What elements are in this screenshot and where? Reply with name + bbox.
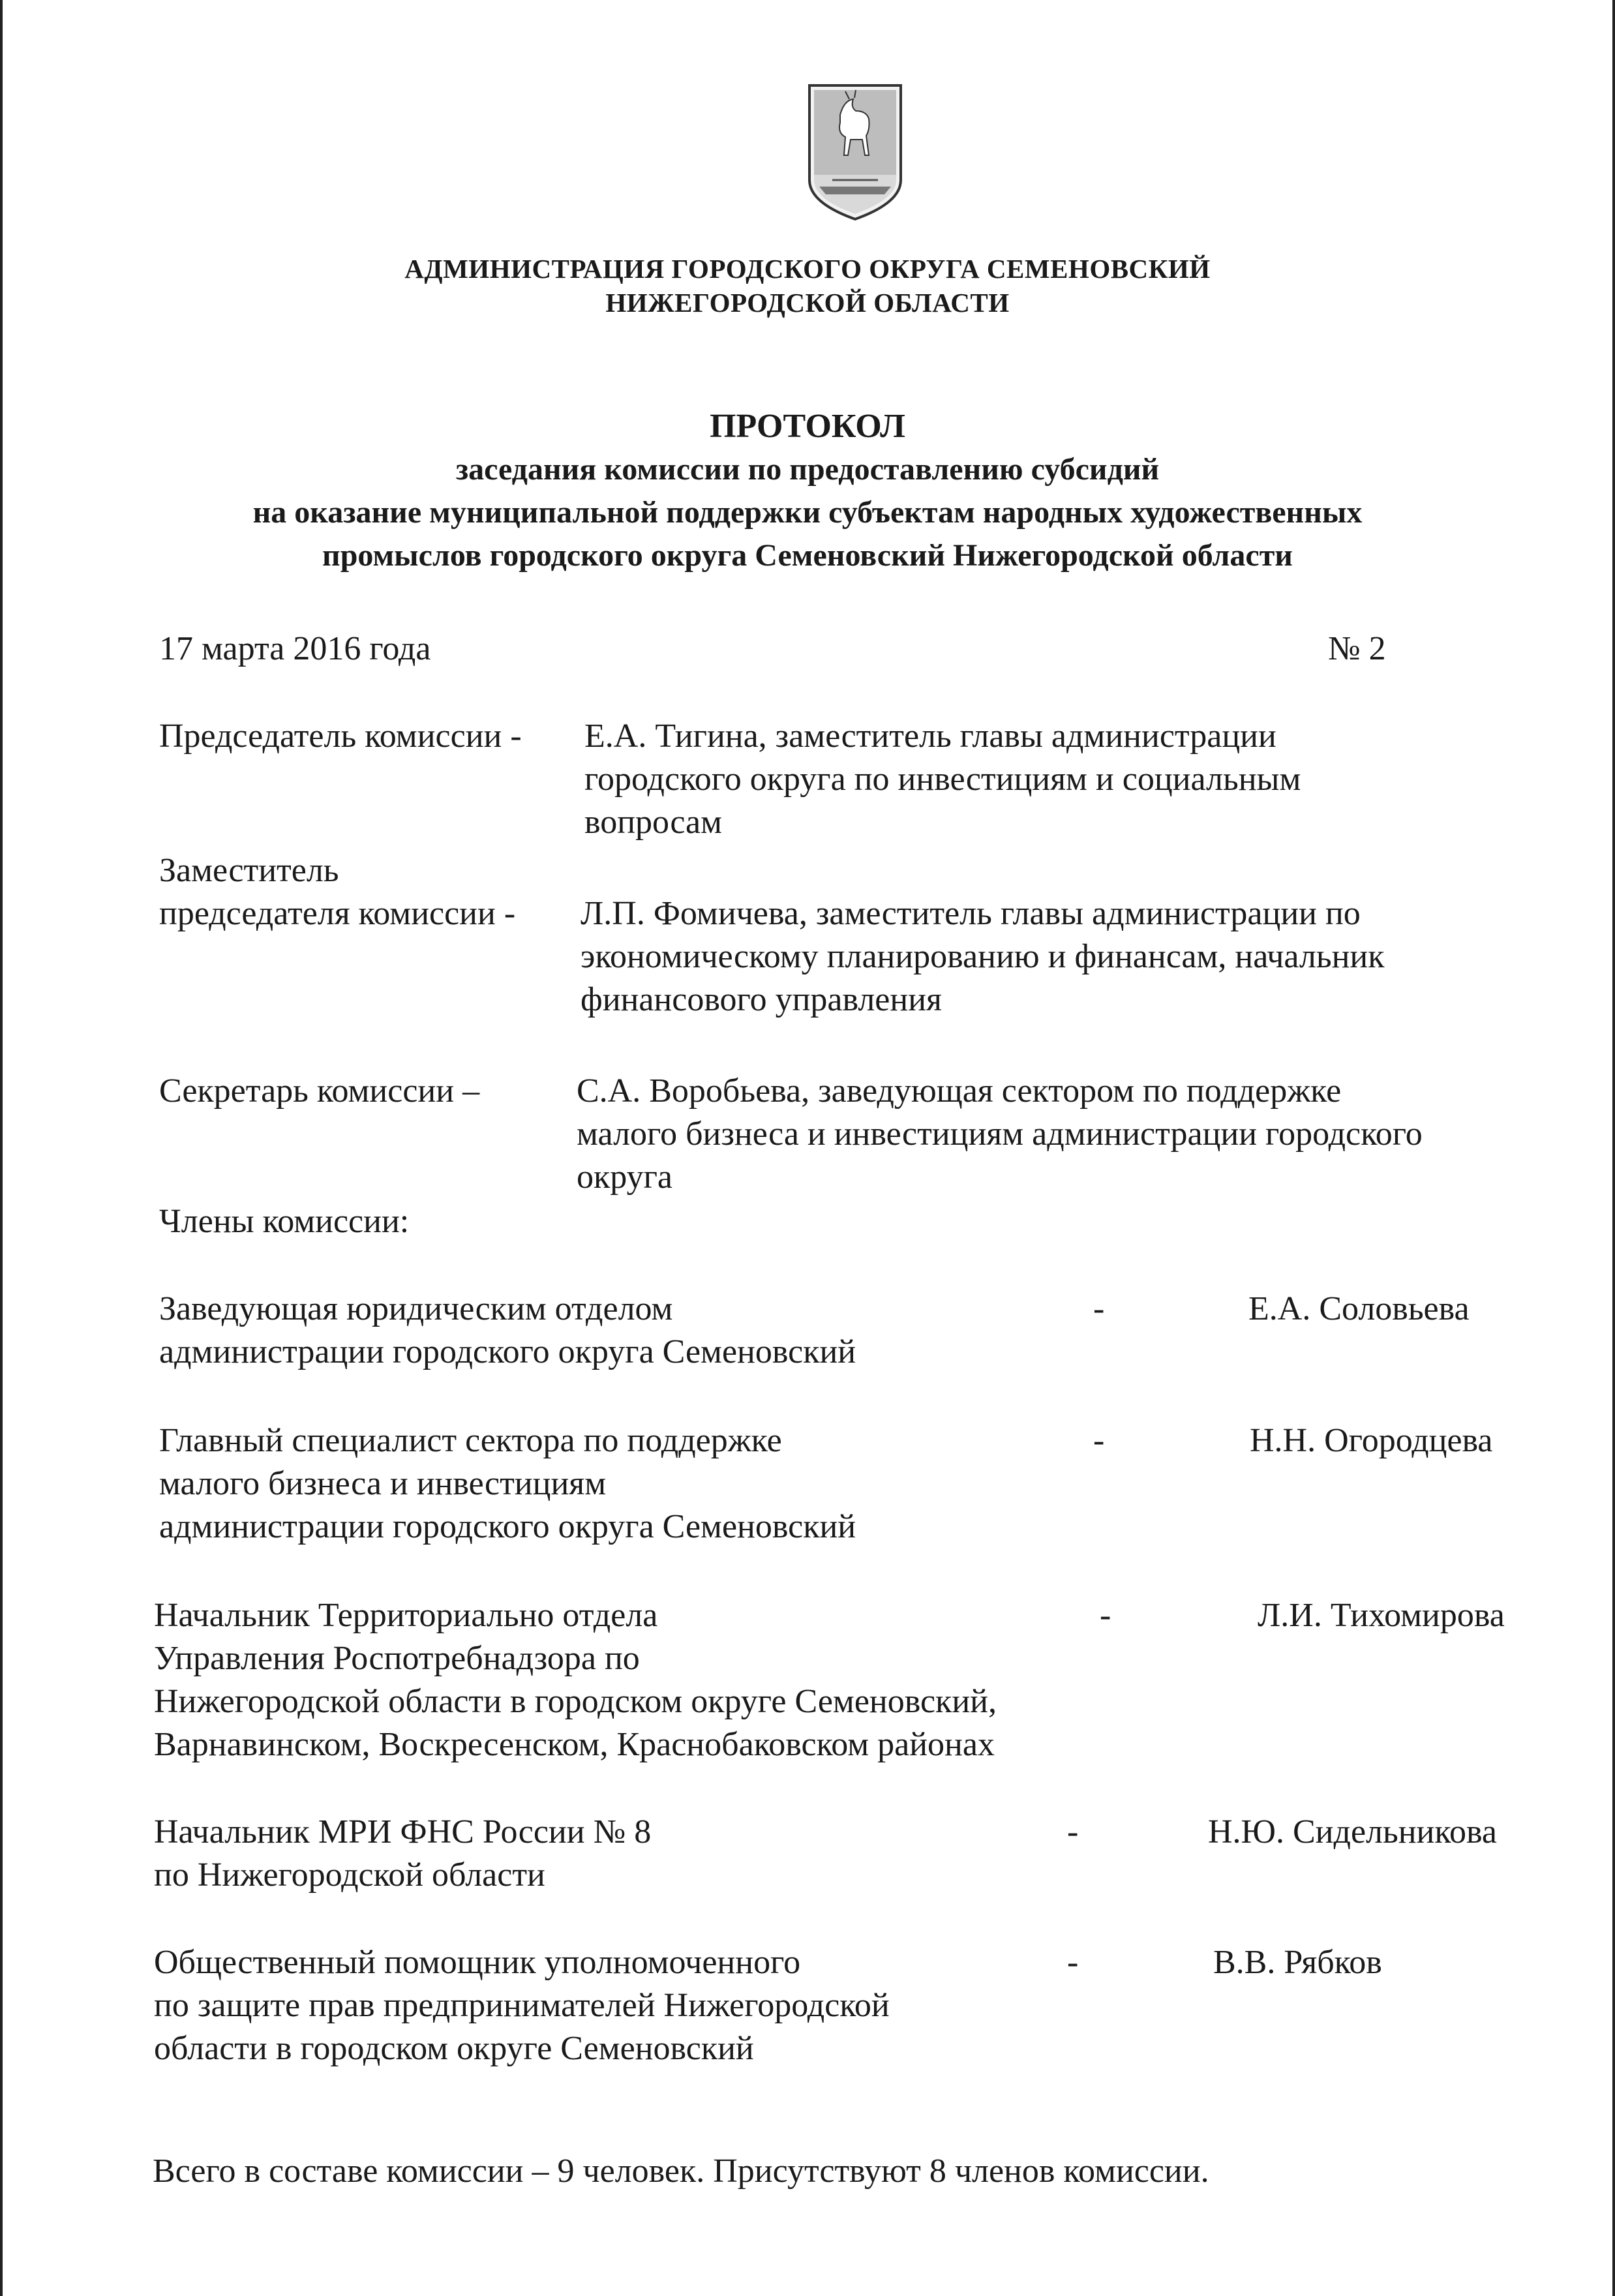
secretary-details	[577, 1070, 1423, 1199]
document-subtitle-line-2: на оказание муниципальной поддержки субъектам народных художественных	[252, 495, 1363, 530]
deputy-details	[581, 892, 1385, 1021]
deputy-line: Л.П. Фомичева, заместитель главы администрации по	[581, 895, 1361, 932]
member-position-line: малого бизнеса и инвестициям	[159, 1465, 607, 1502]
org-name-line-1: АДМИНИСТРАЦИЯ ГОРОДСКОГО ОКРУГА СЕМЕНОВСКИЙ	[404, 254, 1211, 284]
meeting-date: 17 марта 2016 года	[159, 630, 431, 667]
chair-line: Е.А. Тигина, заместитель главы администрации	[584, 718, 1276, 755]
member-position-line: Начальник МРИ ФНС России № 8	[154, 1813, 652, 1850]
chair-line: городского округа по инвестициям и социальным	[584, 761, 1301, 798]
member-dash: -	[1093, 1422, 1105, 1459]
attendance-summary: Всего в составе комиссии – 9 человек. Присутствуют 8 членов комиссии.	[153, 2152, 1209, 2190]
member-position-line: Управления Роспотребнадзора по	[154, 1640, 640, 1677]
protocol-number: № 2	[1328, 630, 1386, 667]
scan-edge-left	[0, 0, 3, 2296]
member-position-line: Нижегородской области в городском округе Семеновский,	[154, 1683, 997, 1720]
document-title: ПРОТОКОЛ	[710, 408, 905, 445]
member-position-line: администрации городского округа Семеновский	[159, 1333, 856, 1370]
coat-of-arms-icon	[806, 82, 904, 222]
member-dash: -	[1067, 1813, 1079, 1850]
member-position	[154, 1811, 651, 1897]
member-position-line: Общественный помощник уполномоченного	[154, 1944, 801, 1981]
deputy-line: экономическому планированию и финансам, начальник	[581, 938, 1385, 975]
member-position	[154, 1941, 890, 2070]
org-name-line-2: НИЖЕГОРОДСКОЙ ОБЛАСТИ	[605, 288, 1010, 318]
secretary-line: С.А. Воробьева, заведующая сектором по поддержке	[577, 1072, 1342, 1110]
document-subtitle-line-1: заседания комиссии по предоставлению субсидий	[455, 452, 1160, 487]
member-dash: -	[1100, 1597, 1111, 1634]
member-name: Н.Н. Огородцева	[1250, 1422, 1493, 1459]
document-subtitle-line-3: промыслов городского округа Семеновский Нижегородской области	[322, 538, 1293, 573]
chair-label: Председатель комиссии -	[159, 718, 522, 755]
member-position-line: области в городском округе Семеновский	[154, 2030, 754, 2067]
deputy-label-line-1: Заместитель	[159, 852, 339, 889]
member-dash: -	[1093, 1290, 1105, 1327]
member-position	[159, 1288, 856, 1374]
member-dash: -	[1067, 1944, 1079, 1981]
member-position	[159, 1419, 856, 1548]
secretary-label: Секретарь комиссии –	[159, 1072, 480, 1110]
secretary-line: малого бизнеса и инвестициям администрации городского	[577, 1115, 1423, 1153]
member-position-line: Главный специалист сектора по поддержке	[159, 1422, 782, 1459]
member-position-line: по защите прав предпринимателей Нижегородской	[154, 1987, 890, 2024]
member-name: Н.Ю. Сидельникова	[1208, 1813, 1497, 1850]
member-position-line: Заведующая юридическим отделом	[159, 1290, 673, 1327]
member-position-line: администрации городского округа Семеновский	[159, 1508, 856, 1545]
chair-details	[584, 715, 1301, 844]
scan-edge-right	[1612, 0, 1615, 2296]
member-name: В.В. Рябков	[1213, 1944, 1382, 1981]
member-name: Е.А. Соловьева	[1248, 1290, 1470, 1327]
member-position-line: по Нижегородской области	[154, 1856, 545, 1894]
member-position	[154, 1594, 997, 1766]
deputy-line: финансового управления	[581, 981, 942, 1018]
member-position-line: Варнавинском, Воскресенском, Краснобаковском районах	[154, 1726, 995, 1763]
member-name: Л.И. Тихомирова	[1258, 1597, 1505, 1634]
members-heading: Члены комиссии:	[159, 1203, 410, 1240]
secretary-line: округа	[577, 1158, 672, 1196]
member-position-line: Начальник Территориально отдела	[154, 1597, 658, 1634]
chair-line: вопросам	[584, 804, 723, 841]
deputy-label-line-2: председателя комиссии -	[159, 895, 516, 932]
